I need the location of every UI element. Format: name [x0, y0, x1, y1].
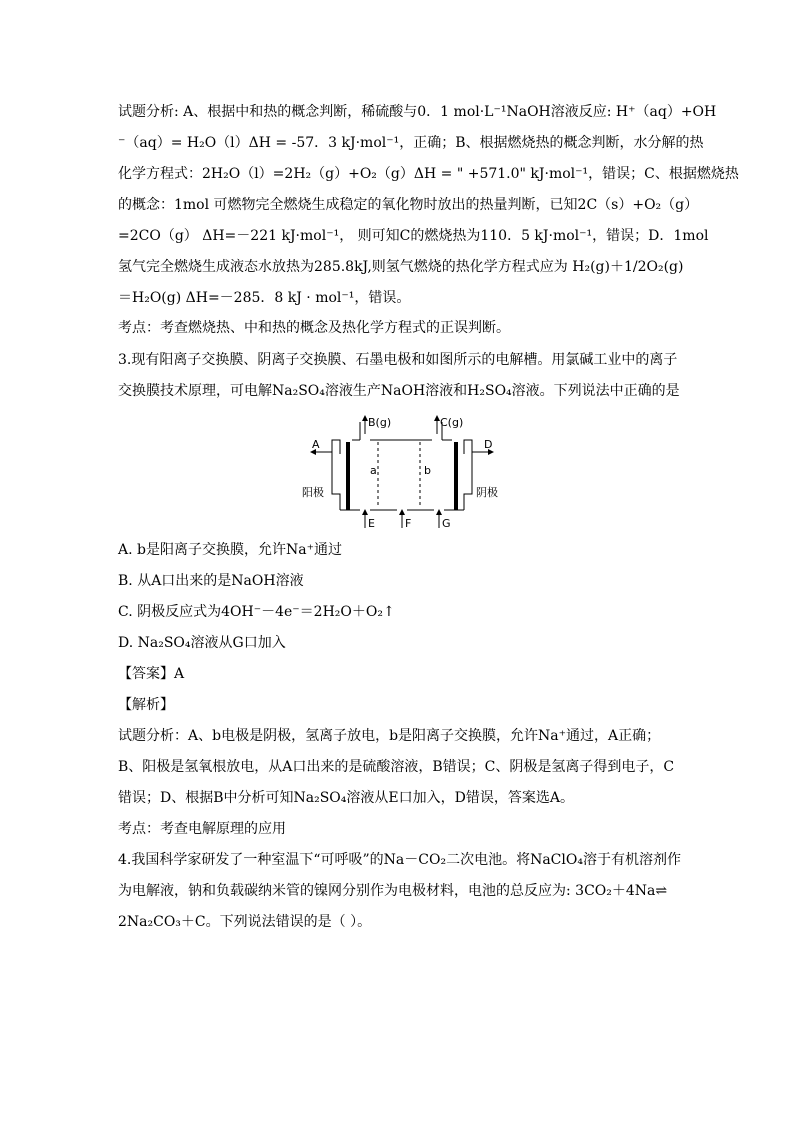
analysis1-line-3: 化学方程式：2H₂O（l）=2H₂（g）+O₂（g）ΔH = " +571.0" kJ·mol⁻¹，错误；C、根据燃烧热: [118, 166, 739, 182]
q3-analysis-line-2: B、阳极是氢氧根放电，从A口出来的是硫酸溶液，B错误；C、阴极是氢离子得到电子，C: [118, 759, 675, 775]
q3-jiexi-heading: 【解析】: [118, 697, 174, 713]
analysis1-line-2: ⁻（aq）= H₂O（l）ΔH = -57．3 kJ·mol⁻¹，正确；B、根据燃烧热的概念判断，水分解的热: [118, 135, 704, 151]
q3-option-d: D. Na₂SO₄溶液从G口加入: [118, 635, 286, 651]
q3-stem-line-1: 3.现有阳离子交换膜、阴离子交换膜、石墨电极和如图所示的电解槽。用氯碱工业中的离子: [118, 352, 678, 368]
analysis1-line-4: 的概念：1mol 可燃物完全燃烧生成稳定的氧化物时放出的热量判断，已知2C（s）+O₂（g）: [118, 197, 699, 213]
analysis1-line-1: 试题分析: A、根据中和热的概念判断，稀硫酸与0．1 mol·L⁻¹NaOH溶液反应: H⁺（aq）+OH: [118, 104, 717, 120]
analysis1-line-6: 氢气完全燃烧生成液态水放热为285.8kJ,则氢气燃烧的热化学方程式应为 H₂(g)＋1/2O₂(g): [118, 259, 684, 275]
label-G: G: [442, 517, 451, 530]
label-A: A: [312, 438, 320, 451]
label-a: a: [370, 464, 377, 477]
analysis1-kaodian: 考点：考查燃烧热、中和热的概念及热化学方程式的正误判断。: [118, 320, 510, 336]
label-b: b: [424, 464, 431, 477]
q4-stem-line-2: 为电解液，钠和负载碳纳米管的镍网分别作为电极材料，电池的总反应为: 3CO₂＋4Na⇌: [118, 883, 668, 899]
label-B: B(g): [368, 416, 392, 429]
q3-option-b: B. 从A口出来的是NaOH溶液: [118, 573, 304, 589]
q3-kaodian: 考点：考查电解原理的应用: [118, 821, 286, 837]
q3-option-c: C. 阴极反应式为4OH⁻－4e⁻＝2H₂O＋O₂↑: [118, 604, 395, 620]
q3-analysis-line-3: 错误；D、根据B中分析可知Na₂SO₄溶液从E口加入，D错误，答案选A。: [118, 790, 574, 806]
label-D: D: [484, 438, 493, 451]
q3-option-a: A. b是阳离子交换膜，允许Na⁺通过: [118, 542, 342, 558]
label-anode: 阳极: [302, 486, 324, 499]
q3-analysis-line-1: 试题分析：A、b电极是阴极，氢离子放电，b是阳离子交换膜，允许Na⁺通过，A正确；: [118, 728, 661, 744]
label-F: F: [405, 517, 412, 530]
cathode-electrode: [454, 442, 458, 510]
analysis1-line-5: =2CO（g） ΔH=－221 kJ·mol⁻¹， 则可知C的燃烧热为110．5 kJ·mol⁻¹，错误；D．1mol: [118, 228, 709, 244]
label-cathode: 阴极: [476, 486, 498, 499]
q3-stem-line-2: 交换膜技术原理，可电解Na₂SO₄溶液生产NaOH溶液和H₂SO₄溶液。下列说法中正确的是: [118, 383, 680, 399]
anode-electrode: [346, 442, 350, 510]
q4-stem-line-3: 2Na₂CO₃＋C。下列说法错误的是（ ）。: [118, 914, 372, 930]
label-C: C(g): [440, 416, 464, 429]
q4-stem-line-1: 4.我国科学家研发了一种室温下“可呼吸”的Na－CO₂二次电池。将NaClO₄溶于有机溶剂作: [118, 852, 681, 868]
electrolysis-cell-diagram: [302, 412, 502, 530]
q3-answer: 【答案】A: [118, 666, 185, 682]
analysis1-line-7: ＝H₂O(g) ΔH=－285．8 kJ · mol⁻¹，错误。: [118, 290, 411, 306]
label-E: E: [368, 517, 375, 530]
